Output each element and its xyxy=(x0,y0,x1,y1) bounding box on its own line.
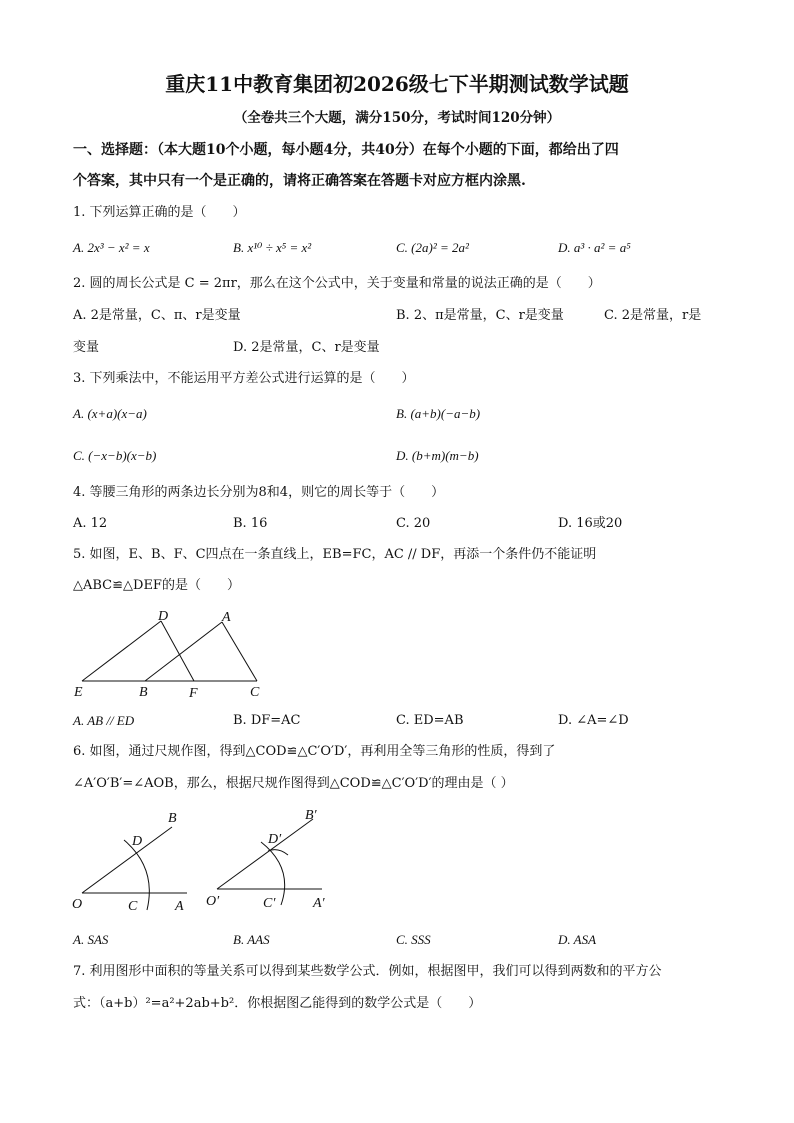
question-4-option-d: D. 16或20 xyxy=(558,516,623,531)
question-4-option-c: C. 20 xyxy=(396,516,431,531)
question-3-option-b: B. (a+b)(−a−b) xyxy=(396,406,481,421)
question-2-stem: 2. 圆的周长公式是 C = 2πr，那么在这个公式中，关于变量和常量的说法正确的是（ ） xyxy=(73,276,601,291)
point-label-d-prime: D′ xyxy=(268,832,282,847)
question-5-option-a: A. AB // ED xyxy=(73,713,135,728)
ray-ob xyxy=(82,827,172,893)
question-2-option-d: D. 2是常量，C、r是变量 xyxy=(233,340,380,355)
question-1-option-b: B. x¹⁰ ÷ x⁵ = x² xyxy=(233,240,312,255)
question-3-option-d: D. (b+m)(m−b) xyxy=(396,448,479,463)
question-2-option-c: C. 2是常量，r是 xyxy=(604,308,702,323)
question-7-stem-line-1: 7. 利用图形中面积的等量关系可以得到某些数学公式．例如，根据图甲，我们可以得到两数和的平方公 xyxy=(73,964,662,979)
question-6-stem-line-2: ∠A′O′B′=∠AOB，那么，根据尺规作图得到△COD≌△C′O′D′的理由是（ ） xyxy=(73,776,514,791)
point-label-a-prime: A′ xyxy=(313,896,325,911)
question-6-option-a: A. SAS xyxy=(73,932,109,947)
question-2-option-b: B. 2、π是常量，C、r是变量 xyxy=(396,308,564,323)
question-2-option-c-continued: 变量 xyxy=(73,340,100,355)
point-label-d: D xyxy=(158,609,169,624)
point-label-a: A xyxy=(222,610,231,625)
question-5-option-b: B. DF=AC xyxy=(233,713,301,728)
question-5-stem-line-2: △ABC≌△DEF的是（ ） xyxy=(73,578,240,593)
question-1-option-c: C. (2a)² = 2a² xyxy=(396,240,469,255)
section-heading-line-1: 一、选择题：（本大题10个小题，每小题4分，共40分）在每个小题的下面，都给出了四 xyxy=(73,142,619,158)
question-6-option-c: C. SSS xyxy=(396,932,431,947)
question-1-option-a: A. 2x³ − x² = x xyxy=(73,240,150,255)
question-4-stem: 4. 等腰三角形的两条边长分别为8和4，则它的周长等于（ ） xyxy=(73,485,445,500)
question-5-option-d: D. ∠A=∠D xyxy=(558,713,629,728)
point-label-c: C xyxy=(250,685,260,700)
question-5-stem-line-1: 5. 如图，E、B、F、C四点在一条直线上，EB=FC，AC // DF，再添一个条件仍不能证明 xyxy=(73,547,597,562)
question-3-stem: 3. 下列乘法中，不能运用平方差公式进行运算的是（ ） xyxy=(73,371,415,386)
question-3-option-c: C. (−x−b)(x−b) xyxy=(73,448,157,463)
point-label-o: O xyxy=(72,897,83,912)
point-label-b-prime: B′ xyxy=(305,808,317,823)
question-4-option-b: B. 16 xyxy=(233,516,268,531)
question-4-option-a: A. 12 xyxy=(73,516,108,531)
page-title: 重庆11中教育集团初2026级七下半期测试数学试题 xyxy=(165,72,629,96)
question-7-stem-line-2: 式：（a+b）²=a²+2ab+b²．你根据图乙能得到的数学公式是（ ） xyxy=(73,996,482,1011)
point-label-d: D xyxy=(132,834,143,849)
page-subtitle: （全卷共三个大题，满分150分，考试时间120分钟） xyxy=(233,110,561,126)
point-label-b: B xyxy=(139,685,148,700)
section-heading-line-2: 个答案，其中只有一个是正确的，请将正确答案在答题卡对应方框内涂黑. xyxy=(73,173,526,189)
question-1-option-d: D. a³ · a² = a⁵ xyxy=(558,240,631,255)
question-2-option-a: A. 2是常量，C、π、r是变量 xyxy=(73,308,241,323)
point-label-c-prime: C′ xyxy=(263,896,276,911)
point-label-c: C xyxy=(128,899,138,914)
question-6-stem-line-1: 6. 如图，通过尺规作图，得到△COD≌△C′O′D′，再利用全等三角形的性质，得到了 xyxy=(73,744,556,759)
point-label-f: F xyxy=(189,686,198,701)
point-label-a: A xyxy=(175,899,184,914)
ray-o-prime-b-prime xyxy=(217,819,313,889)
arc-intersection-mark xyxy=(268,850,288,855)
question-6-option-b: B. AAS xyxy=(233,932,270,947)
question-6-option-d: D. ASA xyxy=(558,932,597,947)
point-label-e: E xyxy=(74,685,83,700)
question-1-stem: 1. 下列运算正确的是（ ） xyxy=(73,205,246,220)
point-label-o-prime: O′ xyxy=(206,894,220,909)
question-5-option-c: C. ED=AB xyxy=(396,713,464,728)
question-3-option-a: A. (x+a)(x−a) xyxy=(73,406,147,421)
point-label-b: B xyxy=(168,811,177,826)
